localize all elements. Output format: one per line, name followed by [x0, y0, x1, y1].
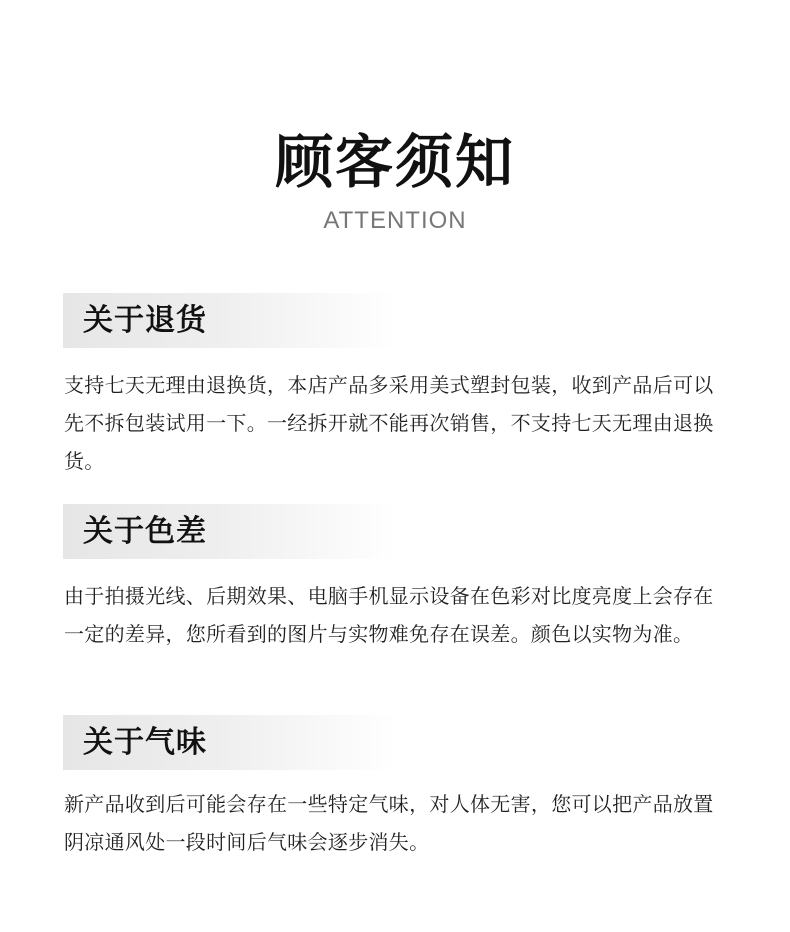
odor-body: 新产品收到后可能会存在一些特定气味，对人体无害，您可以把产品放置阴凉通风处一段时间后气味会逐步消失。: [64, 792, 714, 854]
page-title: 顾客须知: [274, 128, 515, 196]
page-header: [0, 126, 790, 236]
page-subtitle: ATTENTION: [323, 207, 467, 234]
returns-body: 支持七天无理由退换货，本店产品多采用美式塑封包装，收到产品后可以先不拆包装试用一下。一经拆开就不能再次销售，不支持七天无理由退换货。: [64, 373, 714, 473]
color-difference-heading: 关于色差: [83, 514, 207, 549]
returns-heading: 关于退货: [83, 303, 207, 338]
color-difference-body: 由于拍摄光线、后期效果、电脑手机显示设备在色彩对比度亮度上会存在一定的差异，您所看到的图片与实物难免存在误差。颜色以实物为准。: [64, 584, 714, 646]
odor-heading: 关于气味: [83, 725, 207, 760]
